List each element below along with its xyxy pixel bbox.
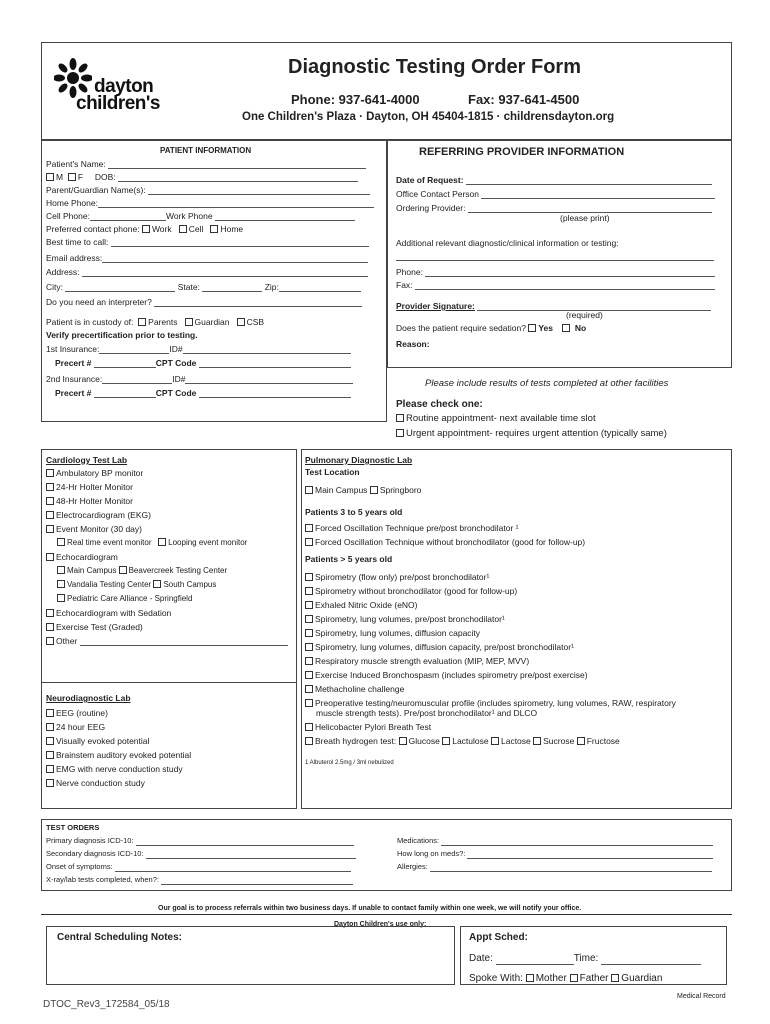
exercise-checkbox[interactable] — [46, 623, 54, 631]
neuro-item: EEG (routine) — [56, 708, 108, 718]
urgent-label: Urgent appointment- requires urgent attention (typically same) — [406, 428, 667, 439]
work-phone-field[interactable] — [215, 213, 355, 221]
custody-parents-label: Parents — [148, 317, 178, 327]
email-label: Email address: — [46, 253, 103, 263]
pulm-checkbox[interactable] — [305, 657, 313, 665]
cpt1-field[interactable] — [199, 360, 351, 368]
dob-field[interactable] — [118, 174, 358, 182]
patient-info-heading: PATIENT INFORMATION — [160, 146, 252, 155]
sedation-no-checkbox[interactable] — [562, 324, 570, 332]
precert2-label: Precert # — [55, 388, 92, 398]
header-address: One Children's Plaza · Dayton, OH 45404-1815 · childrensdayton.org — [242, 111, 615, 123]
logo-line1: dayton — [94, 76, 154, 97]
pref-cell-checkbox[interactable] — [179, 225, 187, 233]
pulm-item: Spirometry (flow only) pre/post bronchodilator¹ — [315, 572, 490, 582]
scheduling-notes-label: Central Scheduling Notes: — [57, 932, 183, 943]
signature-label: Provider Signature: — [396, 301, 475, 311]
insurance2-label: 2nd Insurance: — [46, 374, 103, 384]
cardio-other-label: Other — [56, 636, 78, 646]
pulm-checkbox[interactable] — [305, 643, 313, 651]
provider-fax-label: Fax: — [396, 280, 413, 290]
pref-work-label: Work — [151, 224, 172, 234]
ordering-provider-label: Ordering Provider: — [396, 203, 466, 213]
preop-label-line2: muscle strength tests). Pre/post bronchodilator¹ and DLCO — [316, 708, 538, 718]
logo — [54, 58, 164, 114]
provider-phone-field[interactable] — [425, 269, 715, 277]
echo-main-label: Main Campus — [67, 566, 117, 575]
logo-line2: children's — [76, 93, 160, 114]
primary-dx-field[interactable] — [136, 838, 354, 846]
provider-fax-field[interactable] — [415, 282, 715, 290]
custody-guardian-label: Guardian — [194, 317, 230, 327]
pref-home-label: Home — [220, 224, 244, 234]
pulmonary-heading: Pulmonary Diagnostic Lab — [305, 455, 413, 465]
neuro-checkbox[interactable] — [46, 751, 54, 759]
exercise-label: Exercise Test (Graded) — [56, 622, 143, 632]
echo-beavercreek-checkbox[interactable] — [119, 566, 127, 574]
patient-name-field[interactable] — [108, 161, 366, 169]
cardio-item: Electrocardiogram (EKG) — [56, 510, 151, 520]
precert1-label: Precert # — [55, 358, 92, 368]
medications-label: Medications: — [397, 836, 440, 845]
pref-contact-label: Preferred contact phone: — [46, 224, 140, 234]
echo-vandalia-checkbox[interactable] — [57, 580, 65, 588]
form-title: Diagnostic Testing Order Form — [288, 56, 581, 78]
provider-info-heading: REFERRING PROVIDER INFORMATION — [419, 146, 625, 158]
insurance2-field[interactable] — [102, 376, 172, 384]
zip-label: Zip: — [264, 282, 279, 292]
results-note: Please include results of tests completed at other facilities — [425, 378, 669, 389]
home-phone-label: Home Phone: — [46, 198, 98, 208]
medical-record-label: Medical Record — [677, 993, 726, 1000]
echo-south-checkbox[interactable] — [153, 580, 161, 588]
work-phone-label: Work Phone — [165, 211, 213, 221]
logo-star-icon — [54, 58, 92, 98]
hpylori-label: Helicobacter Pylori Breath Test — [315, 722, 432, 732]
patients-5plus-heading: Patients > 5 years old — [305, 554, 393, 564]
pulm-item: Methacholine challenge — [315, 684, 405, 694]
guardian-field[interactable] — [148, 187, 370, 195]
echo-main-checkbox[interactable] — [57, 566, 65, 574]
pulm-checkbox[interactable] — [305, 524, 313, 532]
echo-sedation-label: Echocardiogram with Sedation — [56, 608, 172, 618]
custody-csb-checkbox[interactable] — [237, 318, 245, 326]
home-phone-field[interactable] — [98, 200, 374, 208]
fructose-label: Fructose — [586, 736, 620, 746]
echo-pca-label: Pediatric Care Alliance - Springfield — [67, 594, 193, 603]
cardio-neuro-divider — [41, 682, 297, 683]
cpt1-label: CPT Code — [155, 358, 197, 368]
pulm-springboro-checkbox[interactable] — [370, 486, 378, 494]
father-checkbox[interactable] — [570, 974, 578, 982]
sex-m-checkbox[interactable] — [46, 173, 54, 181]
sex-f-checkbox[interactable] — [68, 173, 76, 181]
sedation-yes-checkbox[interactable] — [528, 324, 536, 332]
header-phone: Phone: 937-641-4000 — [291, 92, 420, 107]
pulm-main-checkbox[interactable] — [305, 486, 313, 494]
insurance1-label: 1st Insurance: — [46, 344, 100, 354]
header-fax: Fax: 937-641-4500 — [468, 92, 580, 107]
additional-info-field[interactable] — [396, 253, 714, 261]
glucose-checkbox[interactable] — [399, 737, 407, 745]
office-contact-field[interactable] — [481, 191, 715, 199]
city-field[interactable] — [65, 284, 175, 292]
id2-label: ID# — [172, 374, 186, 384]
test-orders-heading: TEST ORDERS — [46, 823, 100, 832]
echo-south-label: South Campus — [163, 580, 217, 589]
preop-checkbox[interactable] — [305, 699, 313, 707]
address-field[interactable] — [82, 269, 368, 277]
pulm-item: Spirometry without bronchodilator (good for follow-up) — [315, 586, 518, 596]
neuro-item: Brainstem auditory evoked potential — [56, 750, 192, 760]
address-label: Address: — [46, 267, 80, 277]
pulm-item: Respiratory muscle strength evaluation (MIP, MEP, MVV) — [315, 656, 530, 666]
pref-cell-label: Cell — [188, 224, 204, 234]
urgent-checkbox[interactable] — [396, 429, 404, 437]
request-date-field[interactable] — [466, 177, 712, 185]
onset-field[interactable] — [115, 864, 351, 872]
sucrose-label: Sucrose — [543, 736, 575, 746]
neuro-heading: Neurodiagnostic Lab — [46, 693, 131, 703]
custody-label: Patient is in custody of: — [46, 317, 134, 327]
pulm-checkbox[interactable] — [305, 615, 313, 623]
lactulose-label: Lactulose — [452, 736, 489, 746]
neuro-checkbox[interactable] — [46, 723, 54, 731]
echo-pca-checkbox[interactable] — [57, 594, 65, 602]
neuro-item: 24 hour EEG — [56, 722, 106, 732]
pulm-checkbox[interactable] — [305, 573, 313, 581]
neuro-checkbox[interactable] — [46, 709, 54, 717]
routine-checkbox[interactable] — [396, 414, 404, 422]
custody-parents-checkbox[interactable] — [138, 318, 146, 326]
onset-label: Onset of symptoms: — [46, 862, 113, 871]
patients-3to5-heading: Patients 3 to 5 years old — [305, 507, 403, 517]
state-field[interactable] — [202, 284, 262, 292]
cardio-checkbox[interactable] — [46, 525, 54, 533]
cardio-checkbox[interactable] — [46, 469, 54, 477]
echo-sedation-checkbox[interactable] — [46, 609, 54, 617]
appt-date-label: Date: — [469, 953, 493, 964]
hpylori-checkbox[interactable] — [305, 723, 313, 731]
pulm-item: Spirometry, lung volumes, diffusion capacity, pre/post bronchodilator¹ — [315, 642, 574, 652]
pulm-checkbox[interactable] — [305, 685, 313, 693]
cardio-checkbox[interactable] — [46, 511, 54, 519]
goal-statement: Our goal is to process referrals within two business days. If unable to contact family within one week, we will notify your office. — [158, 905, 582, 912]
request-date-label: Date of Request: — [396, 175, 464, 185]
pulm-item: Exhaled Nitric Oxide (eNO) — [315, 600, 418, 610]
spoke-with-label: Spoke With: — [469, 973, 523, 984]
cpt2-label: CPT Code — [155, 388, 197, 398]
use-only-label: Dayton Children's use only: — [334, 921, 427, 928]
test-location-label: Test Location — [305, 467, 360, 477]
pulm-checkbox[interactable] — [305, 538, 313, 546]
sedation-label: Does the patient require sedation? — [396, 323, 526, 333]
cardio-item: 24-Hr Holter Monitor — [56, 482, 133, 492]
pref-work-checkbox[interactable] — [142, 225, 150, 233]
sex-m-label: M — [56, 172, 64, 182]
neuro-checkbox[interactable] — [46, 765, 54, 773]
pulm-item: Exercise Induced Bronchospasm (includes spirometry pre/post exercise) — [315, 670, 588, 680]
verify-precert: Verify precertification prior to testing. — [46, 330, 198, 340]
cell-phone-label: Cell Phone: — [46, 211, 90, 221]
cardiology-heading: Cardiology Test Lab — [46, 455, 128, 465]
sex-f-label: F — [77, 172, 84, 182]
id1-field[interactable] — [183, 346, 351, 354]
provider-phone-label: Phone: — [396, 267, 423, 277]
how-long-field[interactable] — [467, 851, 713, 859]
pulm-item: Spirometry, lung volumes, pre/post bronchodilator¹ — [315, 614, 505, 624]
mother-checkbox[interactable] — [526, 974, 534, 982]
pulm-checkbox[interactable] — [305, 629, 313, 637]
sucrose-checkbox[interactable] — [533, 737, 541, 745]
insurance1-field[interactable] — [99, 346, 169, 354]
cardio-other-checkbox[interactable] — [46, 637, 54, 645]
guardian-label: Guardian — [621, 973, 663, 984]
ordering-provider-field[interactable] — [468, 205, 712, 213]
pulm-item: Forced Oscillation Technique pre/post bronchodilator ¹ — [315, 523, 519, 533]
neuro-checkbox[interactable] — [46, 737, 54, 745]
pulm-checkbox[interactable] — [305, 587, 313, 595]
interpreter-label: Do you need an interpreter? — [46, 297, 152, 307]
sedation-yes-label: Yes — [538, 323, 553, 333]
real-time-label: Real time event monitor — [67, 538, 152, 547]
cell-phone-field[interactable] — [90, 213, 166, 221]
pref-home-checkbox[interactable] — [210, 225, 218, 233]
how-long-label: How long on meds?: — [397, 849, 466, 858]
neuro-item: EMG with nerve conduction study — [56, 764, 183, 774]
albuterol-footnote: 1 Albuterol 2.5mg / 3ml nebulized — [305, 760, 394, 766]
pulm-item: Spirometry, lung volumes, diffusion capacity — [315, 628, 481, 638]
routine-label: Routine appointment- next available time slot — [406, 413, 596, 424]
lactose-label: Lactose — [500, 736, 531, 746]
pulm-item: Forced Oscillation Technique without bronchodilator (good for follow-up) — [315, 537, 586, 547]
breath-h-checkbox[interactable] — [305, 737, 313, 745]
looping-checkbox[interactable] — [158, 538, 166, 546]
pulm-main-label: Main Campus — [315, 485, 368, 495]
echo-beavercreek-label: Beavercreek Testing Center — [128, 566, 228, 575]
lactulose-checkbox[interactable] — [442, 737, 450, 745]
cpt2-field[interactable] — [199, 390, 351, 398]
best-time-label: Best time to call: — [46, 237, 109, 247]
allergies-label: Allergies: — [397, 862, 428, 871]
cardio-item: 48-Hr Holter Monitor — [56, 496, 133, 506]
mother-label: Mother — [535, 973, 567, 984]
precert1-field[interactable] — [94, 360, 156, 368]
please-print-note: (please print) — [560, 213, 610, 223]
reason-label: Reason: — [396, 339, 430, 349]
xray-field[interactable] — [161, 877, 353, 885]
id2-field[interactable] — [185, 376, 353, 384]
pulm-checkbox[interactable] — [305, 671, 313, 679]
custody-guardian-checkbox[interactable] — [185, 318, 193, 326]
email-field[interactable] — [102, 255, 368, 263]
pulm-springboro-label: Springboro — [379, 485, 422, 495]
appt-time-field[interactable] — [601, 955, 701, 965]
state-label: State: — [177, 282, 200, 292]
xray-label: X-ray/lab tests completed, when?: — [46, 875, 159, 884]
guardian-label: Parent/Guardian Name(s): — [46, 185, 146, 195]
appt-time-label: Time: — [573, 953, 599, 964]
id1-label: ID# — [169, 344, 183, 354]
precert2-field[interactable] — [94, 390, 156, 398]
check-one-heading: Please check one: — [396, 399, 483, 410]
looping-label: Looping event monitor — [168, 538, 248, 547]
fructose-checkbox[interactable] — [577, 737, 585, 745]
additional-info-label: Additional relevant diagnostic/clinical information or testing: — [396, 238, 619, 248]
guardian-checkbox[interactable] — [611, 974, 619, 982]
glucose-label: Glucose — [408, 736, 440, 746]
zip-field[interactable] — [279, 284, 361, 292]
allergies-field[interactable] — [430, 864, 712, 872]
required-note: (required) — [566, 310, 603, 320]
cardio-other-field[interactable] — [80, 638, 288, 646]
secondary-dx-field[interactable] — [146, 851, 356, 859]
dob-label: DOB: — [94, 172, 116, 182]
interpreter-field[interactable] — [154, 299, 362, 307]
echo-vandalia-label: Vandalia Testing Center — [67, 580, 152, 589]
pulm-checkbox[interactable] — [305, 601, 313, 609]
neuro-checkbox[interactable] — [46, 779, 54, 787]
footer-divider — [41, 914, 732, 915]
appt-heading: Appt Sched: — [469, 932, 528, 943]
custody-csb-label: CSB — [246, 317, 265, 327]
city-label: City: — [46, 282, 63, 292]
father-label: Father — [579, 973, 609, 984]
secondary-dx-label: Secondary diagnosis ICD-10: — [46, 849, 144, 858]
lactose-checkbox[interactable] — [491, 737, 499, 745]
breath-h-label: Breath hydrogen test: — [315, 736, 397, 746]
form-code: DTOC_Rev3_172584_05/18 — [43, 999, 170, 1010]
primary-dx-label: Primary diagnosis ICD-10: — [46, 836, 134, 845]
preop-label-line1: Preoperative testing/neuromuscular profile (includes spirometry, lung volumes, RAW, respiratory — [315, 698, 676, 708]
sedation-no-label: No — [574, 323, 587, 333]
echo-checkbox[interactable] — [46, 553, 54, 561]
neuro-item: Visually evoked potential — [56, 736, 150, 746]
best-time-field[interactable] — [111, 239, 369, 247]
real-time-checkbox[interactable] — [57, 538, 65, 546]
office-contact-label: Office Contact Person — [396, 189, 479, 199]
medications-field[interactable] — [441, 838, 713, 846]
patient-name-label: Patient's Name: — [46, 159, 106, 169]
cardio-item: Event Monitor (30 day) — [56, 524, 142, 534]
echo-label: Echocardiogram — [56, 552, 118, 562]
cardio-item: Ambulatory BP monitor — [56, 468, 144, 478]
cardio-checkbox[interactable] — [46, 497, 54, 505]
cardio-checkbox[interactable] — [46, 483, 54, 491]
neuro-item: Nerve conduction study — [56, 778, 145, 788]
appt-date-field[interactable] — [496, 955, 574, 965]
